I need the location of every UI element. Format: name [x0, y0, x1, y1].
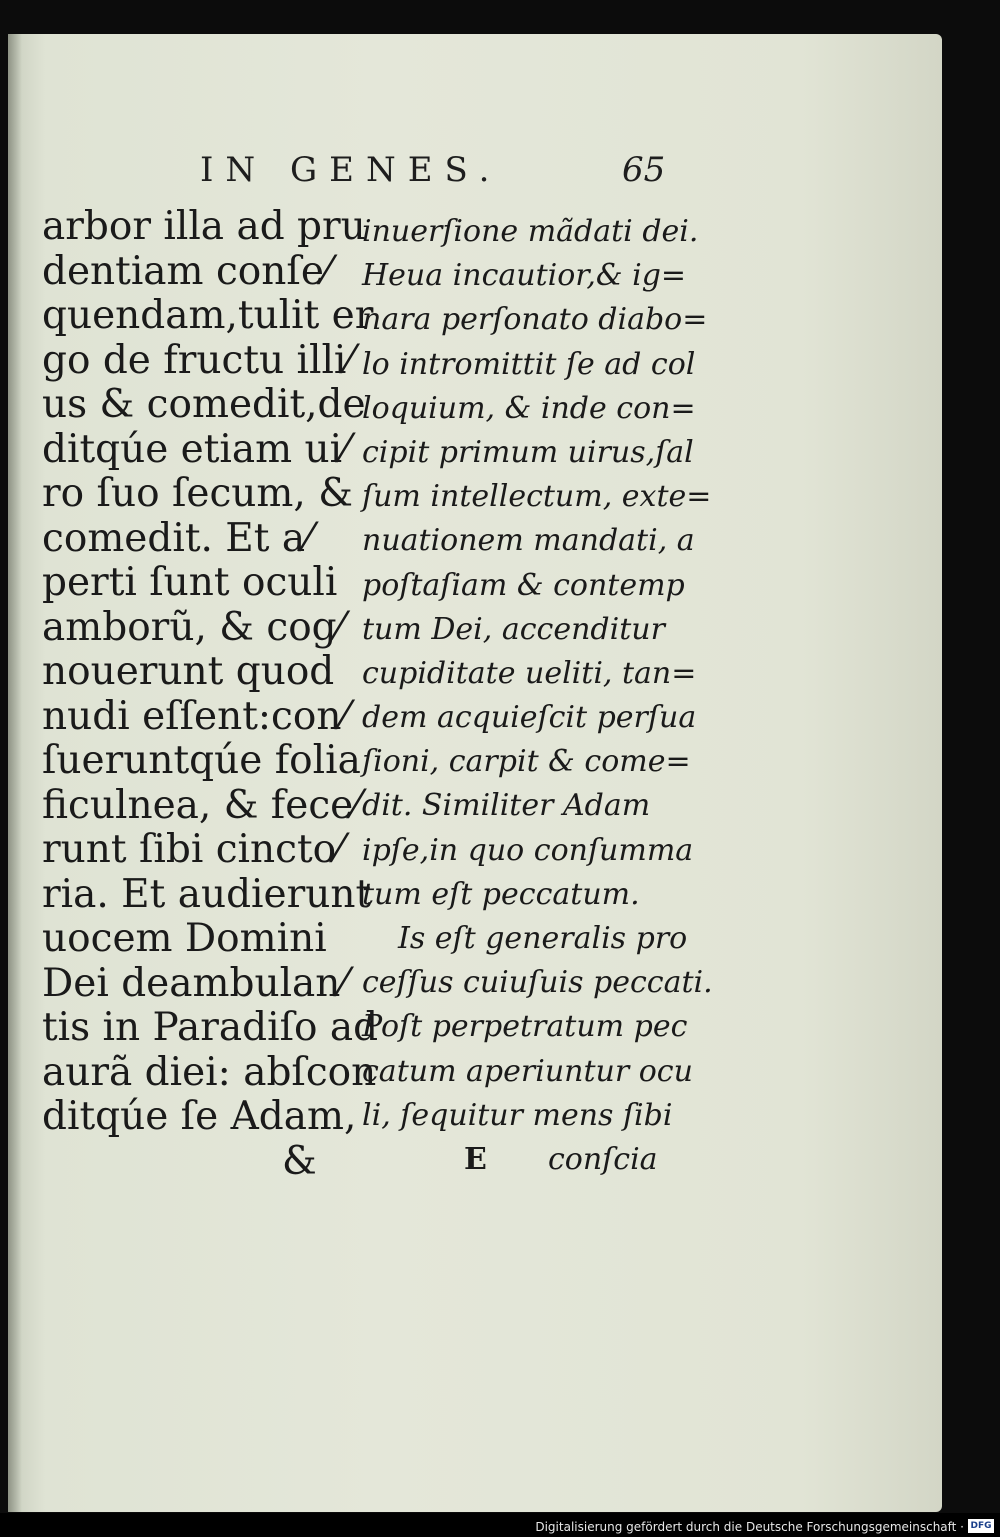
text-line: ria. Et audierunt — [42, 871, 372, 917]
text-line: perti ſunt oculi — [42, 560, 338, 605]
left-text-column — [42, 204, 379, 1184]
text-line: tis in Paradiſo ad — [42, 1005, 379, 1050]
funding-credit: Digitalisierung gefördert durch die Deutsche Forschungsgemeinschaft · — [535, 1520, 964, 1534]
signature-mark: E — [464, 1141, 487, 1177]
text-line: & — [282, 1138, 317, 1184]
text-line: ſueruntqúe folia — [42, 738, 361, 783]
text-line: quendam,tulit er — [42, 293, 374, 338]
text-line: nouerunt quod — [42, 649, 335, 694]
text-line: ſioni, carpit & come= — [362, 744, 691, 780]
text-line: nara perſonato diabo= — [362, 302, 708, 338]
text-line: catum aperiuntur ocu — [362, 1053, 693, 1089]
running-head: IN GENES. — [200, 150, 502, 190]
text-line: tum eſt peccatum. — [362, 876, 640, 912]
text-line: arbor illa ad pru — [42, 204, 366, 249]
text-line: ro ſuo ſecum, & — [42, 471, 353, 516]
text-line: comedit. Et a⁄ — [42, 515, 312, 561]
text-line: ditqúe etiam ui⁄ — [42, 426, 349, 472]
text-line: cipit primum uirus,ſal — [362, 434, 694, 470]
text-line: ficulnea, & fece⁄ — [42, 782, 360, 828]
signature-catchword-line — [362, 1138, 672, 1182]
text-line: Poſt perpetratum pec — [362, 1009, 688, 1045]
text-line: loquium, & inde con= — [362, 390, 696, 426]
text-line: Is eſt generalis pro — [398, 921, 688, 956]
page-number: 65 — [622, 150, 666, 190]
text-line: dem acquieſcit perſua — [362, 700, 697, 736]
text-line: li, ſequitur mens ſibi — [362, 1097, 673, 1133]
text-line: nuationem mandati, a — [362, 523, 695, 559]
text-line: dentiam conſe⁄ — [42, 248, 331, 294]
text-line: ditqúe ſe Adam, — [42, 1094, 357, 1139]
page-header — [200, 150, 670, 190]
text-line: runt ſibi cincto⁄ — [42, 827, 343, 872]
text-line: inuerſione mãdati dei. — [362, 214, 699, 249]
dfg-logo-icon: DFG — [968, 1519, 994, 1533]
text-line: dit. Similiter Adam — [362, 788, 651, 824]
text-line: go de fructu illi⁄ — [42, 337, 353, 383]
text-line: Heua incautior,& ig= — [362, 258, 687, 294]
text-line: uocem Domini — [42, 916, 327, 961]
text-line: nudi eſſent:con⁄ — [42, 693, 348, 739]
text-line: Dei deambulan⁄ — [42, 960, 347, 1006]
text-line: amborũ, & cog⁄ — [42, 604, 344, 650]
text-line: ceſſus cuiuſuis peccati. — [362, 965, 713, 1001]
text-line: cupiditate ueliti, tan= — [362, 655, 697, 691]
text-line: lo intromittit ſe ad col — [362, 346, 696, 382]
text-line: us & comedit,de — [42, 382, 366, 427]
text-line: tum Dei, accenditur — [362, 611, 665, 647]
text-line: aurã diei: abſcon — [42, 1049, 377, 1095]
text-line: ipſe,in quo conſumma — [362, 832, 694, 868]
right-text-column — [362, 210, 713, 1182]
page-gutter-shadow — [8, 34, 22, 1512]
text-line: poſtaſiam & contemp — [362, 567, 685, 603]
catchword: conſcia — [548, 1141, 658, 1177]
text-line: ſum intellectum, exte= — [362, 479, 712, 515]
